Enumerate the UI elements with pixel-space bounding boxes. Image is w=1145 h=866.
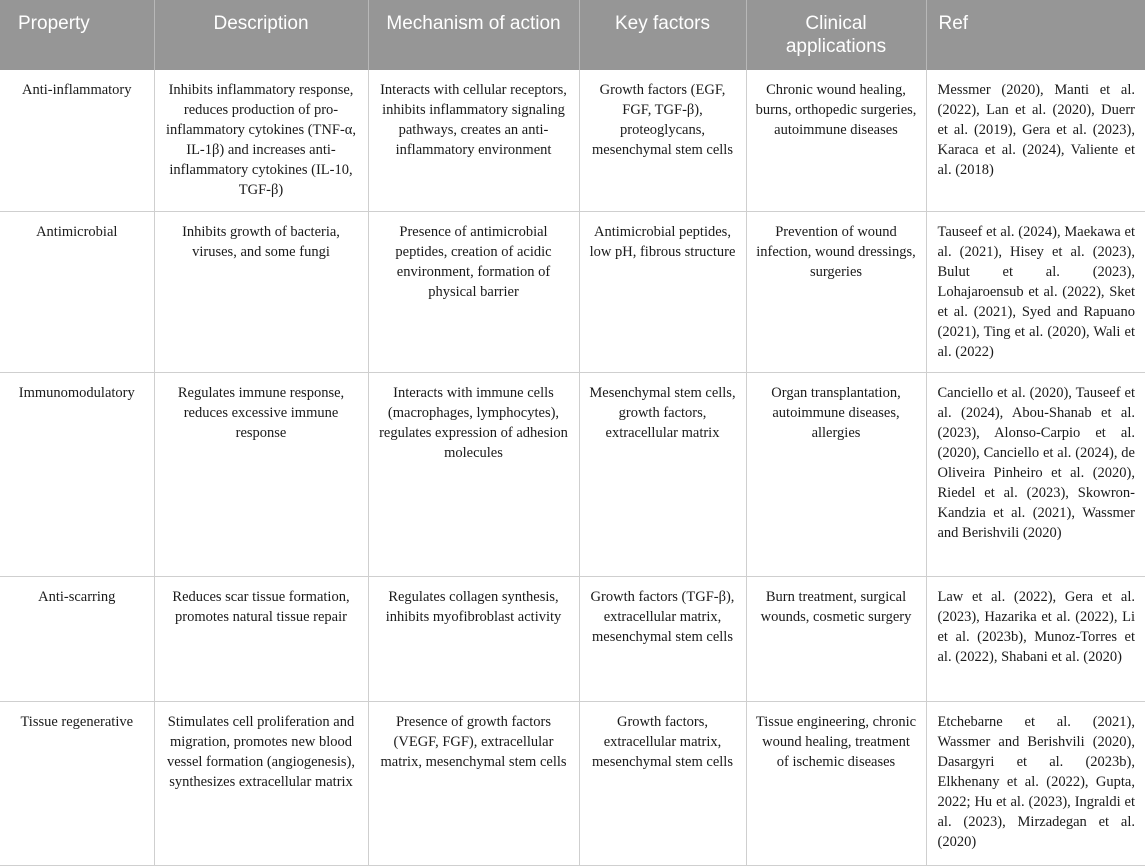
cell-clinical: Organ transplantation, autoimmune diseases, allergies: [746, 372, 926, 576]
cell-property: Anti-inflammatory: [0, 70, 154, 211]
cell-property: Immunomodulatory: [0, 372, 154, 576]
cell-description: Reduces scar tissue formation, promotes natural tissue repair: [154, 576, 368, 701]
cell-clinical: Burn treatment, surgical wounds, cosmetic surgery: [746, 576, 926, 701]
cell-clinical: Prevention of wound infection, wound dressings, surgeries: [746, 211, 926, 372]
cell-property: Anti-scarring: [0, 576, 154, 701]
cell-ref: Canciello et al. (2020), Tauseef et al. (2024), Abou-Shanab et al. (2023), Alonso-Carpio et al. (2020), Canciello et al. (2024), de Oliveira Pinheiro et al. (2020), Riedel et al. (2023), Skowron-Kandzia et al. (2021), Wassmer and Berishvili (2020): [926, 372, 1145, 576]
cell-key-factors: Growth factors (TGF-β), extracellular matrix, mesenchymal stem cells: [579, 576, 746, 701]
cell-property: Tissue regenerative: [0, 701, 154, 865]
header-key-factors: Key factors: [579, 0, 746, 70]
cell-key-factors: Growth factors (EGF, FGF, TGF-β), proteoglycans, mesenchymal stem cells: [579, 70, 746, 211]
cell-description: Regulates immune response, reduces excessive immune response: [154, 372, 368, 576]
cell-description: Inhibits growth of bacteria, viruses, and some fungi: [154, 211, 368, 372]
cell-description: Stimulates cell proliferation and migration, promotes new blood vessel formation (angiogenesis), synthesizes extracellular matrix: [154, 701, 368, 865]
header-row: [0, 0, 1145, 70]
cell-ref: Law et al. (2022), Gera et al. (2023), Hazarika et al. (2022), Li et al. (2023b), Munoz-Torres et al. (2022), Shabani et al. (2020): [926, 576, 1145, 701]
cell-mechanism: Presence of growth factors (VEGF, FGF), extracellular matrix, mesenchymal stem cells: [368, 701, 579, 865]
cell-property: Antimicrobial: [0, 211, 154, 372]
cell-mechanism: Interacts with cellular receptors, inhibits inflammatory signaling pathways, creates an anti-inflammatory environment: [368, 70, 579, 211]
cell-clinical: Chronic wound healing, burns, orthopedic surgeries, autoimmune diseases: [746, 70, 926, 211]
cell-key-factors: Growth factors, extracellular matrix, mesenchymal stem cells: [579, 701, 746, 865]
cell-ref: Tauseef et al. (2024), Maekawa et al. (2021), Hisey et al. (2023), Bulut et al. (2023), Lohajaroensub et al. (2022), Sket et al. (2021), Syed and Rapuano (2021), Ting et al. (2020), Wali et al. (2022): [926, 211, 1145, 372]
table-row: [0, 372, 1145, 576]
cell-mechanism: Presence of antimicrobial peptides, creation of acidic environment, formation of physical barrier: [368, 211, 579, 372]
header-property: Property: [0, 0, 154, 70]
cell-description: Inhibits inflammatory response, reduces production of pro-inflammatory cytokines (TNF-α, IL-1β) and increases anti-inflammatory cytokines (IL-10, TGF-β): [154, 70, 368, 211]
table-row: [0, 576, 1145, 701]
cell-clinical: Tissue engineering, chronic wound healing, treatment of ischemic diseases: [746, 701, 926, 865]
cell-mechanism: Regulates collagen synthesis, inhibits myofibroblast activity: [368, 576, 579, 701]
cell-mechanism: Interacts with immune cells (macrophages, lymphocytes), regulates expression of adhesion molecules: [368, 372, 579, 576]
header-clinical-applications: Clinical applications: [746, 0, 926, 70]
table-row: [0, 70, 1145, 211]
cell-key-factors: Antimicrobial peptides, low pH, fibrous structure: [579, 211, 746, 372]
header-description: Description: [154, 0, 368, 70]
table-row: [0, 211, 1145, 372]
cell-ref: Etchebarne et al. (2021), Wassmer and Berishvili (2020), Dasargyri et al. (2023b), Elkhenany et al. (2022), Gupta, 2022; Hu et al. (2023), Ingraldi et al. (2023), Mirzadegan et al. (2020): [926, 701, 1145, 865]
header-mechanism: Mechanism of action: [368, 0, 579, 70]
table-row: [0, 701, 1145, 865]
header-ref: Ref: [926, 0, 1145, 70]
cell-ref: Messmer (2020), Manti et al. (2022), Lan et al. (2020), Duerr et al. (2019), Gera et al. (2023), Karaca et al. (2024), Valiente et al. (2018): [926, 70, 1145, 211]
cell-key-factors: Mesenchymal stem cells, growth factors, extracellular matrix: [579, 372, 746, 576]
